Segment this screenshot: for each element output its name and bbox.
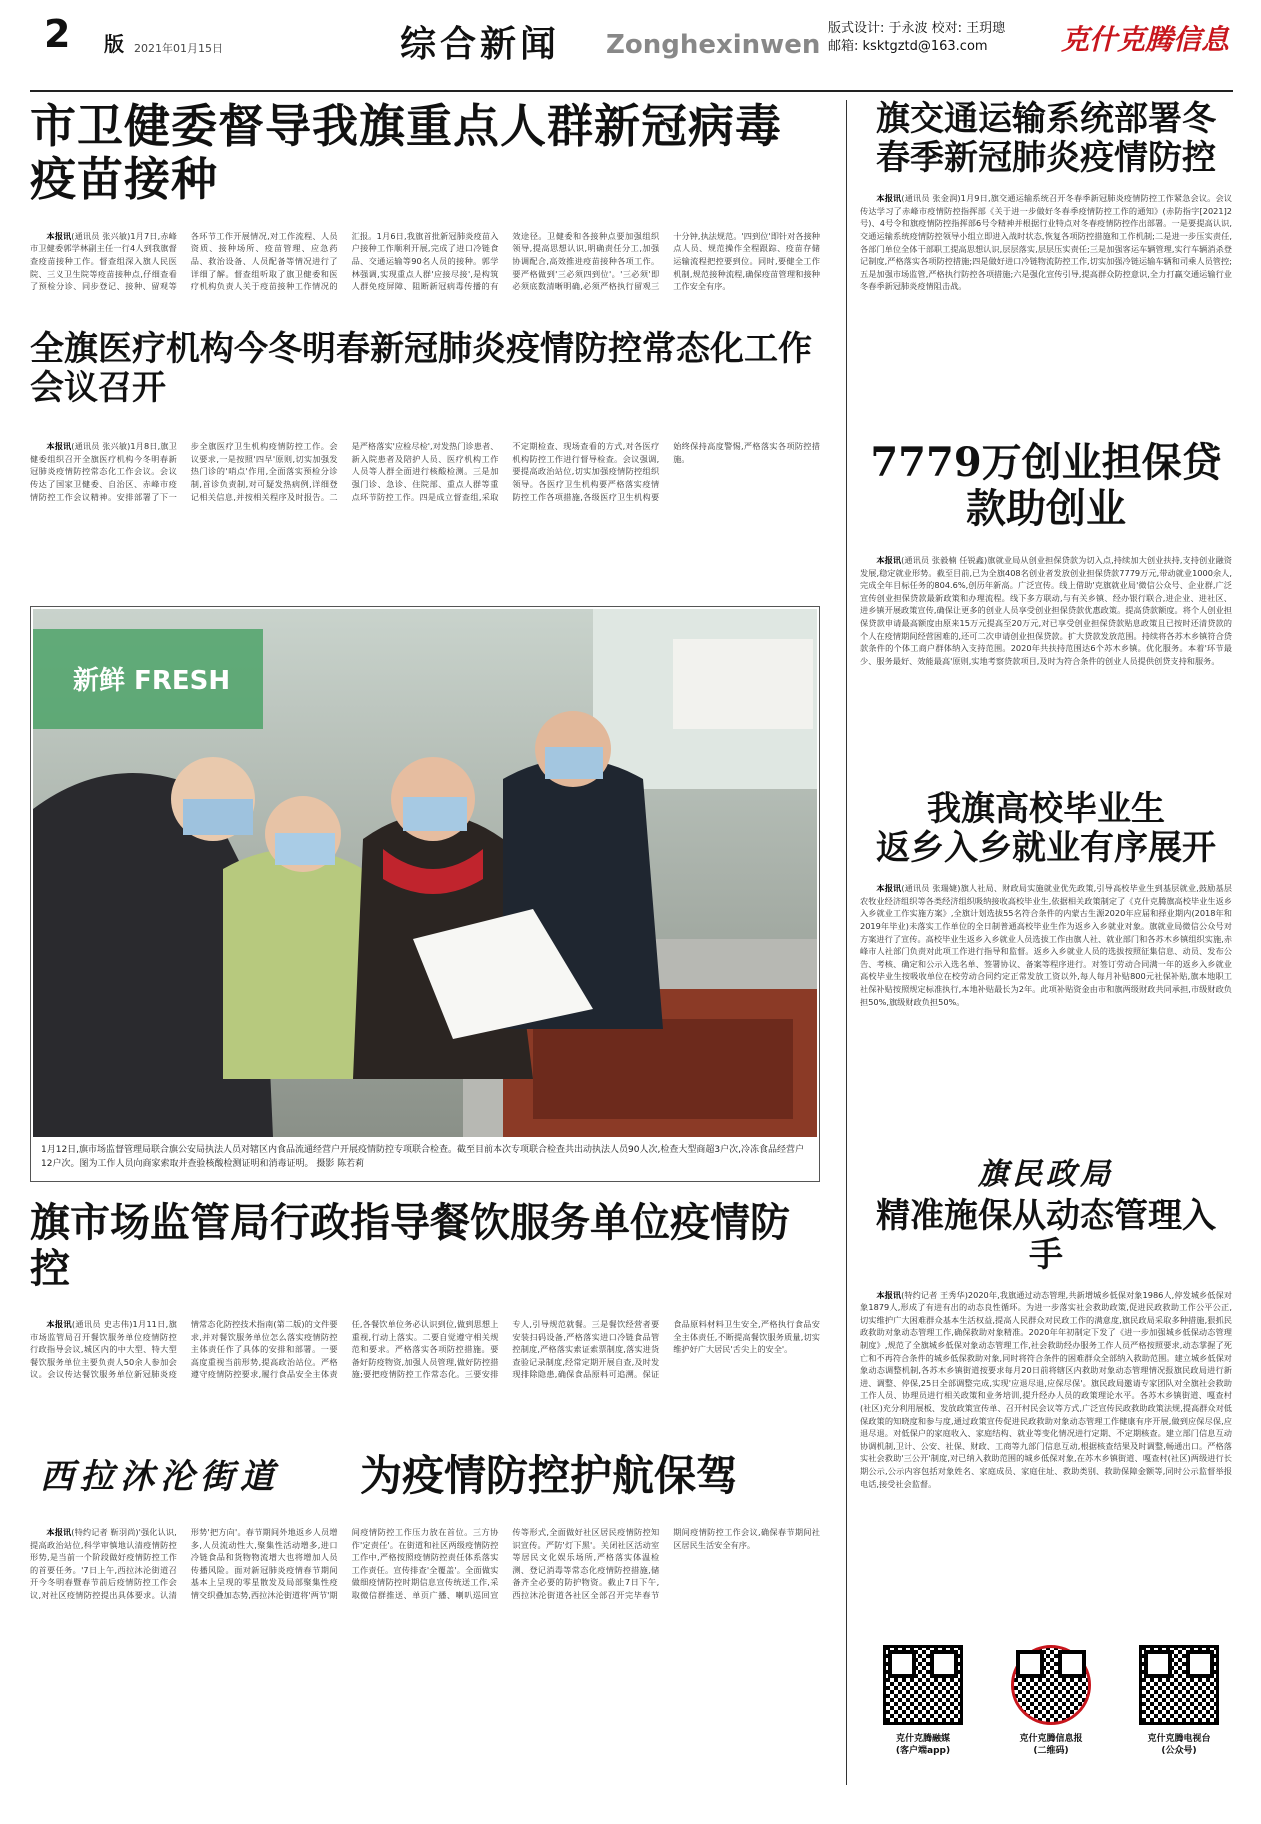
headline-line-1: 我旗高校毕业生 xyxy=(927,789,1165,829)
qr-label-line2: (二维码) xyxy=(1033,1746,1069,1756)
article-body xyxy=(30,1526,820,1776)
qr-code-icon xyxy=(1011,1645,1091,1725)
qr-label-line1: 克什克腾信息报 xyxy=(1019,1734,1083,1744)
article-body xyxy=(860,1289,1232,1667)
headline-line-2: 返乡入乡就业有序展开 xyxy=(876,828,1216,869)
byline-lead: 本报讯 xyxy=(46,1319,72,1329)
body-text: (通讯员 张兴敏)1月7日,赤峰市卫健委郭学林副主任一行4人到我旗督查疫苗接种工作。督查组深入旗人民医院、三义卫生院等疫苗接种点,仔细查看了预检分诊、同步登记、接种、留观等各环节工作开展情况,对工作流程、人员资质、接种场所、疫苗管理、应急药品、救治设备、人员配备等情况进行了详细了解。督查组听取了旗卫健委和医疗机构负责人关于疫苗接种工作情况的汇报。1月6日,我旗首批新冠肺炎疫苗入户接种工作顺利开展,完成了进口冷链食品、交通运输等90名人员的接种。郭学林强调,实现重点人群'应接尽接',是构筑人群免疫屏障、阻断新冠病毒传播的有效途径。卫健委和各接种点要加强组织领导,提高思想认识,明确责任分工,加强协调配合,高效推进疫苗接种各项工作。要严格做到'三必须四到位'。'三必须'即必须底数清晰明确,必须严格执行留观三十分钟,执法规范。'四到位'即针对各接种点人员、规范操作全程跟踪、疫苗存储运输流程把控要到位。同时,要健全工作机制,规范接种流程,确保疫苗管理和接种工作安全有序。 xyxy=(30,230,820,292)
story-transport xyxy=(860,100,1232,414)
article-body xyxy=(860,554,1232,788)
headline: 全旗医疗机构今冬明春新冠肺炎疫情防控常态化工作会议召开 xyxy=(30,329,812,409)
kicker: 旗民政局 xyxy=(978,1157,1114,1192)
headline: 旗交通运输系统部署冬春季新冠肺炎疫情防控 xyxy=(876,99,1216,179)
byline-lead: 本报讯 xyxy=(876,1289,902,1300)
section-title: 综合新闻 xyxy=(400,23,561,65)
story-civil-affairs xyxy=(860,1158,1232,1667)
photo-illustration xyxy=(33,609,817,1137)
news-photo xyxy=(33,609,817,1137)
page-number: 2 xyxy=(44,12,71,56)
byline-lead: 本报讯 xyxy=(46,230,72,241)
credits xyxy=(828,20,1005,56)
issue-date: 2021年01月15日 xyxy=(134,42,223,55)
email-credit: 邮箱: ksktgztd@163.com xyxy=(828,39,988,54)
section-pinyin: Zonghexinwen xyxy=(606,30,821,60)
byline-lead: 本报讯 xyxy=(46,441,72,452)
byline-lead: 本报讯 xyxy=(876,555,902,565)
qr-label-line1: 克什克腾电视台 xyxy=(1147,1734,1211,1744)
article-body xyxy=(860,882,1232,1094)
masthead xyxy=(30,6,1233,92)
story-graduates xyxy=(860,790,1232,1094)
headline: 旗市场监管局行政指导餐饮服务单位疫情防控 xyxy=(30,1199,790,1292)
headline: 精准施保从动态管理入手 xyxy=(876,1195,1216,1275)
photo-caption: 1月12日,旗市场监督管理局联合旗公安局执法人员对辖区内食品流通经营户开展疫情防控专项联合检查。截至目前本次专项联合检查共出动执法人员90人次,检查大型商超3户次,冷冻食品经营户12户次。图为工作人员向商家索取并查验核酸检测证明和消毒证明。 摄影 陈若莉 xyxy=(41,1145,804,1169)
byline-lead: 本报讯 xyxy=(46,1527,72,1537)
body-text: (特约记者 王秀华)2020年,我旗通过动态管理,共新增城乡低保对象1986人,停发城乡低保对象1879人,形成了有进有出的动态良性循环。为进一步落实社会救助政策,促进民政救助工作公平公正,切实维护广大困难群众基本生活权益,提高人民群众对民政工作的满意度,旗民政局采取多种措施,狠抓民政救助对象动态管理工作,确保救助对象精准。2020年年初制定下发了《进一步加强城乡低保动态管理制度》,规范了全旗城乡低保对象动态管理工作,社会救助经办服务工作人员严格按照要求,动态掌握了死亡和不再符合条件的城乡低保救助对象,同时将符合条件的困难群众全部纳入救助范围。建立城乡低保对象动态调整机制,各苏木乡镇街道按要求每月20日前将辖区内救助对象动态管理情况报旗民政局进行新进、调整、停保,25日全部调整完成,实现'应退尽退,应保尽保'。旗民政局邀请专家团队对全旗社会救助工作人员、协理员进行相关政策和业务培训,提升经办人员的政策理论水平。各苏木乡镇街道、嘎查村(社区)充分利用展板、发放政策宣传单、召开村民会议等方式,广泛宣传民政救助政策法规,提高群众对低保政策的知晓度和参与度,通过政策宣传促进民政救助对象动态管理工作健康有序开展,做到应保尽保,应退尽退。对低保户的家庭收入、家庭结构、就业等变化情况进行定期、不定期核查。建立部门信息互动协调机制,卫计、公安、社保、财政、工商等九部门信息互动,根据核查结果及时调整,畅通出口。严格落实社会救助'三公开'制度,对已纳入救助范围的城乡低保对象,在苏木乡镇街道、嘎查村(社区)两级进行长期公示,公示内容包括对象姓名、家庭成员、家庭住址、救助类别、救助保障金额等,同时公示监督举报电话,接受社会监督。 xyxy=(860,1289,1232,1489)
qr-code-row xyxy=(870,1645,1235,1790)
column-divider xyxy=(846,100,847,1785)
body-text: (通讯员 张金润)1月9日,旗交通运输系统召开冬春季新冠肺炎疫情防控工作紧急会议。会议传达学习了赤峰市疫情防控指挥部《关于进一步做好冬春季疫情防控工作的通知》(赤防指字[2021]2号)、4号令和旗疫情防控指挥部6号令精神并根据行业特点对冬春疫情防控作出部署。一是要提高认识,交通运输系统疫情防控领导小组立即进入战时状态,恢复各项防控措施和工作机制;二是进一步压实责任,各部门单位全体干部职工提高思想认识,层层落实,层层压实责任;三是加强客运车辆管理,实行车辆消杀登记制度,严格落实各项防控措施;四是做好进口冷链物流防控工作,切实加强冷链运输车辆和司乘人员管控;五是加强市场监管,严格执行防控各项措施;六是强化宣传引导,提高群众防控意识,全力打赢交通运输行业冬春季新冠肺炎疫情阻击战。 xyxy=(860,193,1232,292)
story-vaccination xyxy=(30,100,820,348)
qr-app[interactable] xyxy=(874,1645,972,1757)
qr-label-line2: (客户端app) xyxy=(895,1746,951,1756)
story-xilamulun-street xyxy=(30,1452,820,1776)
qr-label-line2: (公众号) xyxy=(1161,1746,1197,1756)
byline-lead: 本报讯 xyxy=(876,193,902,204)
news-photo-frame xyxy=(30,606,820,1182)
body-text: (通讯员 张瑞婕)旗人社局、财政局实施就业优先政策,引导高校毕业生到基层就业,鼓励基层农牧业经济组织等各类经济组织吸纳接收高校毕业生,依据相关政策制定了《克什克腾旗高校毕业生返乡入乡就业工作实施方案》,全旗计划选拔55名符合条件的内蒙古生源2020年应届和择业期内(2018年和2019年毕业)未落实工作单位的全日制普通高校毕业生作为返乡入乡就业对象。旗就业局微信公众号对方案进行了宣传。高校毕业生返乡入乡就业人员选拔工作由旗人社、就业部门和各苏木乡镇组织实施,赤峰市人社部门负责对此项工作进行指导和监督。返乡入乡就业人员的选拔按照征集信息、动员、发布公告、考核、确定和公示入选名单、签署协议、备案等程序进行。对签订劳动合同满一年的返乡入乡就业高校毕业生按吸收单位在校劳动合同约定正常发放工资以外,每人每月补贴800元社保补贴,旗本地职工社保补贴按照规定标准执行,本地补贴最长为2年。此项补贴资金由市和旗两级财政共同承担,市级财政负担50%,旗级财政负担50%。 xyxy=(860,883,1232,1007)
body-text: (通讯员 张兴敏)1月8日,旗卫健委组织召开全旗医疗机构今冬明春新冠肺炎疫情防控常态化工作会议。会议传达了国家卫健委、自治区、赤峰市疫情防控工作会议精神。安排部署了下一步全旗医疗卫生机构疫情防控工作。会议要求,一是按照'四早'原则,切实加强发热门诊的'哨点'作用,全面落实预检分诊制,首诊负责制,对可疑发热病例,详细登记相关信息,并按相关程序及时报告。二是严格落实'应检尽检',对发热门诊患者、新入院患者及陪护人员、医疗机构工作人员等人群全面进行核酸检测。三是加强门诊、急诊、住院部、重点人群等重点环节防控工作。四是成立督查组,采取不定期检查、现场查看的方式,对各医疗机构防控工作进行督导检查。会议强调,要提高政治站位,切实加强疫情防控组织领导。各医疗卫生机构要严格落实疫情防控工作各项措施,各级医疗卫生机构要始终保持高度警惕,严格落实各项防控措施。 xyxy=(30,441,820,502)
body-text: (通讯员 张毅楠 任锐鑫)旗就业局从创业担保贷款为切入点,持续加大创业扶持,支持创业融资发展,稳定就业形势。截至目前,已为全旗408名创业者发放创业担保贷款7779万元,带动就业1000余人,完成全年目标任务的804.6%,创历年新高。广泛宣传。线上借助'克旗就业局'微信公众号、企业群,广泛宣传创业担保贷款最新政策和办理流程。线下多方联动,与有关乡镇、经办银行联合,进企业、进社区、进乡镇开展政策宣传,确保让更多的创业人员享受创业担保贷款优惠政策。提高贷款额度。将个人创业担保贷款申请最高额度由原来15万元提高至20万元,对已享受创业担保贷款贴息政策且已按时还清贷款的个人在疫情期间经营困难的,还可二次申请创业担保贷款。扩大贷款发放范围。持续将各苏木乡镇符合贷款条件的个体工商户群体纳入支持范围。2020年共扶持范围达6个苏木乡镇。优化服务。本着'环节最少、服务最好、效能最高'原则,实地考察贷款项目,及时为符合条件的创业人员提供创贷支持和服务。 xyxy=(860,555,1232,666)
story-market-supervision xyxy=(30,1200,820,1472)
story-loans xyxy=(860,440,1232,788)
headline: 7779万创业担保贷款助创业 xyxy=(870,439,1222,532)
article-body xyxy=(860,192,1232,414)
body-text: (通讯员 史志伟)1月11日,旗市场监管局召开餐饮服务单位疫情防控行政指导会议,城区内的中大型、特大型餐饮服务单位主要负责人50余人参加会议。会议传达餐饮服务单位新冠肺炎疫情常态化防控技术指南(第二版)的文件要求,并对餐饮服务单位怎么落实疫情防控主体责任作了具体的安排和部署。一要高度重视当前形势,提高政治站位。严格遵守疫情防控要求,履行食品安全主体责任,各餐饮单位务必认识到位,做到思想上重视,行动上落实。二要自觉遵守相关规范和要求。严格落实各项防控措施。要备好防疫物资,加强人员管理,做好防控措施;要把疫情防控工作常态化。三要安排专人,引导规范就餐。三是餐饮经营者要安装扫码设备,严格落实进口冷链食品管控制度,严格落实索证索票制度,落实进货查验记录制度,经常定期开展自查,及时发现排除隐患,确保食品原料可追溯。保证食品原料材料卫生安全,严格执行食品安全主体责任,不断提高餐饮服务质量,切实维护好广大居民'舌尖上的安全'。 xyxy=(30,1319,820,1380)
designer-credit: 版式设计: 于永波 校对: 王玥璁 xyxy=(828,21,1006,36)
article-body xyxy=(30,440,820,592)
headline-part-b: 为疫情防控护航保驾 xyxy=(360,1451,739,1500)
qr-tv[interactable] xyxy=(1130,1645,1228,1757)
headline xyxy=(30,1452,820,1512)
qr-label-line1: 克什克腾融媒 xyxy=(895,1734,950,1744)
brand-logo: 克什克腾信息 xyxy=(1060,23,1229,56)
story-medical-conference xyxy=(30,330,820,592)
qr-newspaper[interactable] xyxy=(1002,1645,1100,1757)
qr-code-icon xyxy=(1139,1645,1219,1725)
byline-lead: 本报讯 xyxy=(876,883,902,894)
qr-code-icon xyxy=(883,1645,963,1725)
article-body xyxy=(30,1318,820,1472)
headline-part-a: 西拉沐沦街道 xyxy=(40,1457,280,1497)
page-unit: 版 xyxy=(104,32,124,56)
headline: 市卫健委督导我旗重点人群新冠病毒疫苗接种 xyxy=(30,99,782,206)
body-text: (特约记者 靳羽尚)'强化认识,提高政治站位,科学审慎地认清疫情防控形势,是当前一个阶段做好疫情防控工作的首要任务。'7日上午,西拉沐沦街道召开今冬明春暨春节前后疫情防控工作会议,对社区疫情防控提出具体要求。认清形势'把方向'。春节期间外地返乡人员增多,人员流动性大,聚集性活动增多,进口冷链食品和货物物流增大也将增加人员传播风险。面对新冠肺炎疫情春节期间基本上呈现的零星散发及局部聚集性疫情交织叠加态势,西拉沐沦街道将'两节'期间疫情防控工作压力放在首位。三方协作'定责任'。在街道和社区两级疫情防控工作中,严格按照疫情防控责任体系落实工作责任。宣传排查'全覆盖'。全面做实做细疫情防控时期信息宣传统送工作,采取微信群推送、单页广播、喇叭巡回宣传等形式,全面做好社区居民疫情防控知识宣传。严防'灯下黑'。关闭社区活动室等居民文化娱乐场所,严格落实体温检测、登记消毒等常态化疫情防控措施,储备齐全必要的防护物资。截止7日下午,西拉沐沦街道各社区全部召开完毕春节期间疫情防控工作会议,确保春节期间社区居民生活安全有序。 xyxy=(30,1527,820,1600)
store-sign-text: 新鲜 FRESH xyxy=(73,666,231,696)
